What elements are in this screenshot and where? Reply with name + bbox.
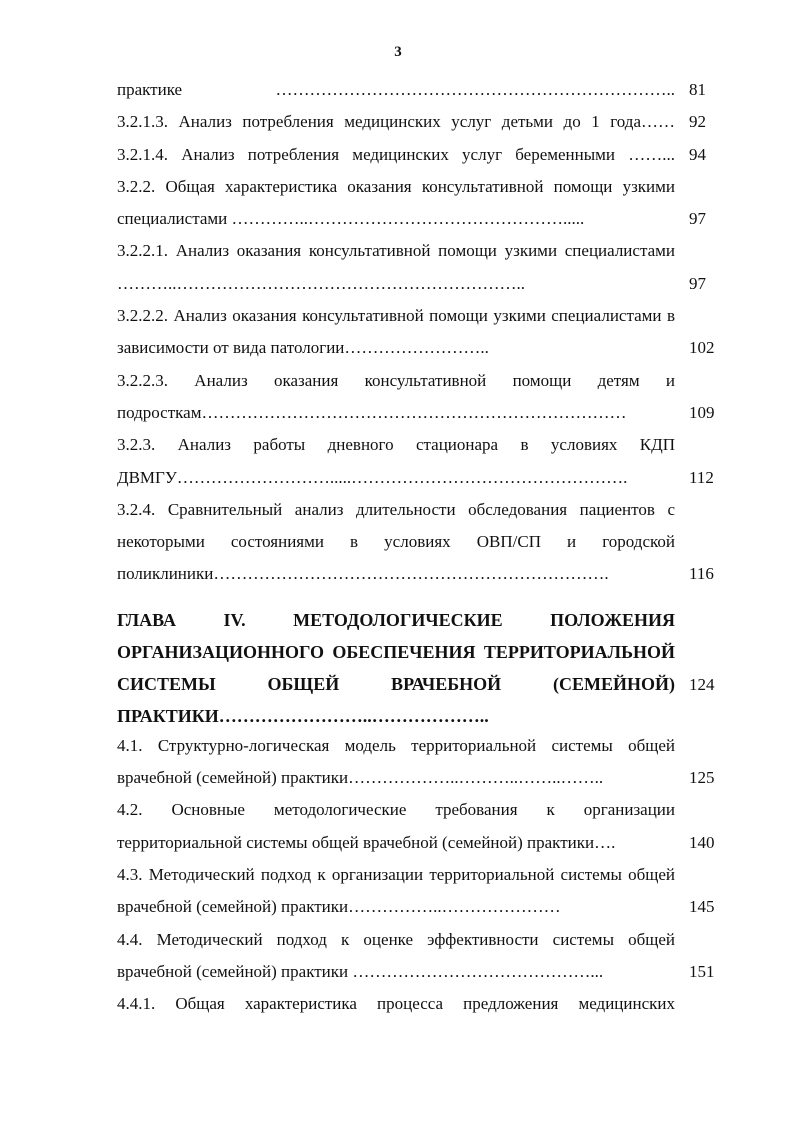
- toc-section: [117, 988, 717, 1020]
- toc-chapter: [117, 604, 717, 732]
- toc-section: [117, 859, 717, 924]
- toc-section-page: 125: [689, 768, 715, 788]
- toc-entry: [117, 171, 717, 236]
- toc-chapter-page: 124: [689, 674, 715, 694]
- toc-section-page: 151: [689, 961, 715, 981]
- toc-entry-text: 3.2.3. Анализ работы дневного стационара в условиях КДП ДВМГУ……………………….....………………………………………….: [117, 435, 675, 487]
- toc-entry-text: 3.2.2.2. Анализ оказания консультативной помощи узкими специалистами в зависимости от вида патологии……………………..: [117, 306, 675, 358]
- toc-section-page: 145: [689, 897, 715, 917]
- toc-entry-page: 102: [689, 338, 715, 358]
- toc-section: [117, 794, 717, 859]
- toc-entry: [117, 429, 717, 494]
- toc-entry-text: 3.2.2. Общая характеристика оказания консультативной помощи узкими специалистами …………..……………………………………….....: [117, 176, 675, 229]
- toc-entry-page: 116: [689, 564, 714, 584]
- toc-entry-page: 94: [689, 144, 706, 164]
- toc-chapter-title: ГЛАВА IV. МЕТОДОЛОГИЧЕСКИЕ ПОЛОЖЕНИЯ ОРГАНИЗАЦИОННОГО ОБЕСПЕЧЕНИЯ ТЕРРИТОРИАЛЬНОЙ СИСТЕМЫ ОБЩЕЙ ВРАЧЕБНОЙ (СЕМЕЙНОЙ) ПРАКТИКИ……………………..………………..: [117, 609, 675, 726]
- toc-entry: [117, 494, 717, 591]
- toc-entry: [117, 235, 717, 300]
- toc-entry-page: 97: [689, 273, 706, 293]
- toc-entry-text: 3.2.2.3. Анализ оказания консультативной помощи детям и подросткам…………………………………………………………………: [117, 370, 675, 422]
- toc-section: [117, 730, 717, 795]
- toc-entry-text: 3.2.4. Сравнительный анализ длительности обследования пациентов с некоторыми состояниями в условиях ОВП/СП и городской поликлиники…………………………………………………………….: [117, 499, 675, 584]
- toc-entry-page: 92: [689, 112, 706, 132]
- toc-section-page: 140: [689, 832, 715, 852]
- toc-entry-page: 112: [689, 467, 714, 487]
- toc-section-text: 4.4.1. Общая характеристика процесса предложения медицинских: [117, 994, 675, 1014]
- toc-section-text: 4.3. Методический подход к организации территориальной системы общей врачебной (семейной) практики……………..…………………: [117, 864, 675, 917]
- toc-entry-page: 109: [689, 402, 715, 422]
- toc-section-text: 4.4. Методический подход к оценке эффективности системы общей врачебной (семейной) практики ……………………………………...: [117, 929, 675, 981]
- toc-entry: [117, 365, 717, 430]
- toc-entry-page: 81: [689, 80, 706, 99]
- toc-entry: [117, 106, 717, 138]
- table-of-contents: [117, 74, 717, 1020]
- toc-entry-text: 3.2.1.4. Анализ потребления медицинских услуг беременными ……...: [117, 144, 675, 164]
- page-number: 3: [394, 44, 402, 60]
- toc-entry: [117, 300, 717, 365]
- toc-entry: [117, 74, 717, 106]
- toc-section-page: [675, 988, 717, 1020]
- toc-entry-page: 97: [689, 209, 706, 229]
- toc-section: [117, 924, 717, 989]
- toc-section-text: 4.1. Структурно-логическая модель территориальной системы общей врачебной (семейной) практики………………..………..……..……..: [117, 735, 675, 788]
- toc-entry-text: практике ……………………………………………………………..: [117, 80, 675, 99]
- toc-entry-text: 3.2.2.1. Анализ оказания консультативной помощи узкими специалистами ………..……………………………………………………..: [117, 241, 675, 293]
- toc-section-text: 4.2. Основные методологические требования к организации территориальной системы общей врачебной (семейной) практики….: [117, 800, 675, 852]
- toc-entry-text: 3.2.1.3. Анализ потребления медицинских услуг детьми до 1 года……: [117, 112, 675, 132]
- toc-entry: [117, 139, 717, 171]
